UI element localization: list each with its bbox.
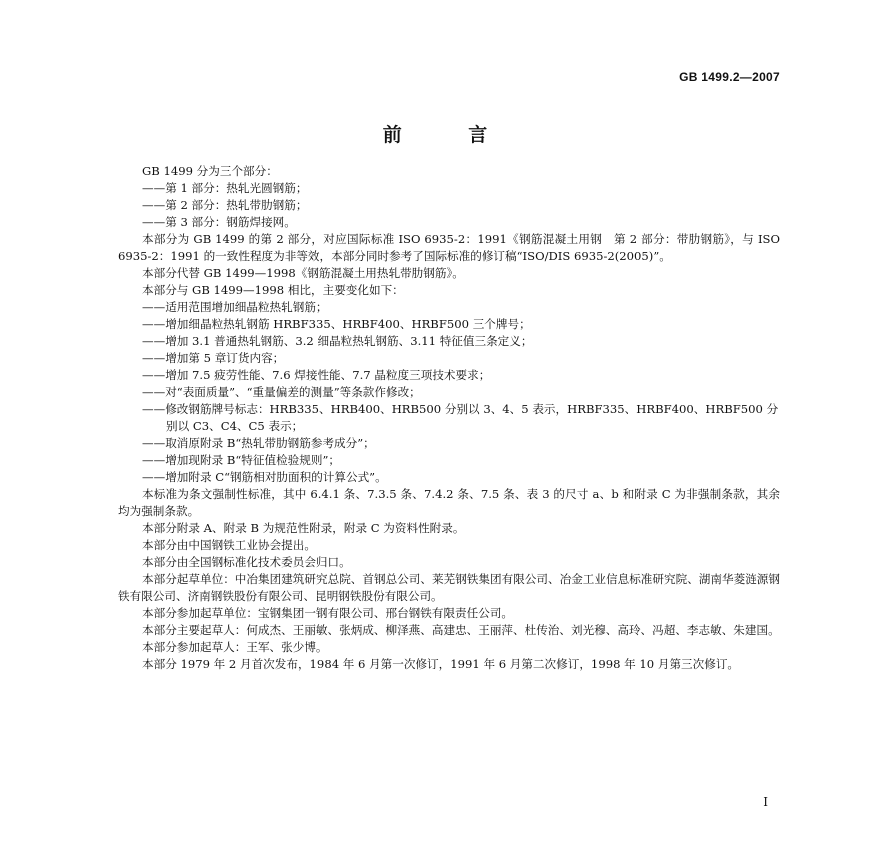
centralized-paragraph: 本部分由全国钢标准化技术委员会归口。 — [142, 555, 351, 569]
change-item: ——修改钢筋牌号标志：HRB335、HRB400、HRB500 分别以 3、4、5 表示，HRBF335、HRBF400、HRBF500 分别以 C3、C4、C5 表示； — [142, 402, 779, 433]
change-item: ——增加细晶粒热轧钢筋 HRBF335、HRBF400、HRBF500 三个牌号； — [142, 317, 531, 331]
mandatory-paragraph: 本标准为条文强制性标准，其中 6.4.1 条、7.3.5 条、7.4.2 条、7.5 条、表 3 的尺寸 a、b 和附录 C 为非强制条款，其余均为强制条款。 — [118, 487, 780, 518]
change-item: ——对“表面质量”、“重量偏差的测量”等条款作修改； — [142, 385, 421, 399]
changes-intro-paragraph: 本部分与 GB 1499—1998 相比，主要变化如下： — [142, 283, 404, 297]
change-item: ——取消原附录 B“热轧带肋钢筋参考成分”； — [142, 436, 375, 450]
change-item: ——增加附录 C“钢筋相对肋面积的计算公式”。 — [142, 470, 387, 484]
page-title: 前 言 — [382, 124, 518, 146]
participating-drafters-paragraph: 本部分参加起草人：王军、张少博。 — [142, 640, 328, 654]
participating-units-paragraph: 本部分参加起草单位：宝钢集团一钢有限公司、邢台钢铁有限责任公司。 — [142, 606, 514, 620]
drafting-units-paragraph: 本部分起草单位：中冶集团建筑研究总院、首钢总公司、莱芜钢铁集团有限公司、冶金工业信息标准研究院、湖南华菱涟源钢铁有限公司、济南钢铁股份有限公司、昆明钢铁股份有限公司。 — [118, 572, 780, 603]
change-item: ——增加第 5 章订货内容； — [142, 351, 285, 365]
list-item: ——第 1 部分：热轧光圆钢筋； — [142, 181, 308, 195]
change-item: ——适用范围增加细晶粒热轧钢筋； — [142, 300, 328, 314]
correspondence-paragraph: 本部分为 GB 1499 的第 2 部分，对应国际标准 ISO 6935-2：1991《钢筋混凝土用钢 第 2 部分：带肋钢筋》，与 ISO 6935-2：1991 的一致性程度为非等效，本部分同时参考了国际标准的修订稿“ISO/DIS 6935-2(2005)”。 — [118, 232, 780, 263]
main-drafters-paragraph: 本部分主要起草人：何成杰、王丽敏、张炳成、柳泽燕、高建忠、王丽萍、杜传治、刘光穆、高玲、冯超、李志敏、朱建国。 — [142, 623, 780, 637]
change-item: ——增加现附录 B“特征值检验规则”； — [142, 453, 340, 467]
page-number: I — [763, 795, 768, 809]
document-number: GB 1499.2—2007 — [679, 70, 780, 84]
proposed-paragraph: 本部分由中国钢铁工业协会提出。 — [142, 538, 316, 552]
change-item: ——增加 3.1 普通热轧钢筋、3.2 细晶粒热轧钢筋、3.11 特征值三条定义； — [142, 334, 533, 348]
document-body — [118, 163, 780, 673]
change-item: ——增加 7.5 疲劳性能、7.6 焊接性能、7.7 晶粒度三项技术要求； — [142, 368, 491, 382]
list-item: ——第 3 部分：钢筋焊接网。 — [142, 215, 296, 229]
replaces-paragraph: 本部分代替 GB 1499—1998《钢筋混凝土用热轧带肋钢筋》。 — [142, 266, 464, 280]
list-item: ——第 2 部分：热轧带肋钢筋； — [142, 198, 308, 212]
history-paragraph: 本部分 1979 年 2 月首次发布，1984 年 6 月第一次修订，1991 年 6 月第二次修订，1998 年 10 月第三次修订。 — [142, 657, 740, 671]
annex-paragraph: 本部分附录 A、附录 B 为规范性附录，附录 C 为资料性附录。 — [142, 521, 465, 535]
intro-paragraph: GB 1499 分为三个部分： — [142, 164, 278, 178]
